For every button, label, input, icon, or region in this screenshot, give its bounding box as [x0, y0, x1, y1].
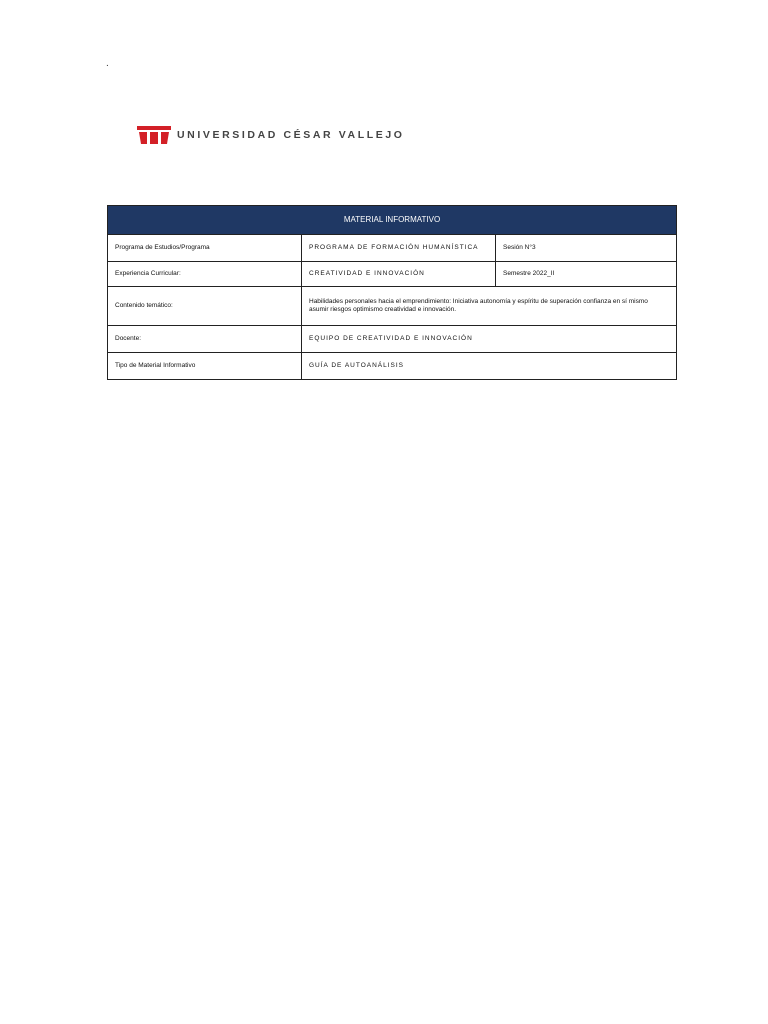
table-row — [108, 353, 677, 380]
university-logo — [137, 126, 405, 144]
table-title: MATERIAL INFORMATIVO — [108, 206, 677, 235]
row-value: PROGRAMA DE FORMACIÓN HUMANÍSTICA — [302, 235, 496, 262]
row-label: Programa de Estudios/Programa — [108, 235, 302, 262]
table-row — [108, 326, 677, 353]
row-label: Docente: — [108, 326, 302, 353]
row-label: Tipo de Material Informativo — [108, 353, 302, 380]
row-value: CREATIVIDAD E INNOVACIÓN — [302, 262, 496, 287]
page-mark: . — [106, 58, 109, 69]
row-value: EQUIPO DE CREATIVIDAD E INNOVACIÓN — [302, 326, 677, 353]
table-row — [108, 235, 677, 262]
material-info-table — [107, 205, 677, 380]
row-label: Contenido temático: — [108, 287, 302, 326]
row-value: Habilidades personales hacia el emprendimiento: Iniciativa autonomía y espíritu de superación confianza en sí mismo asumir riesgos optimismo creatividad e innovación. — [302, 287, 677, 326]
row-value: GUÍA DE AUTOANÁLISIS — [302, 353, 677, 380]
table-row — [108, 262, 677, 287]
row-extra: Semestre 2022_II — [496, 262, 677, 287]
row-label: Experiencia Curricular: — [108, 262, 302, 287]
row-extra: Sesión N°3 — [496, 235, 677, 262]
university-name: UNIVERSIDAD CÉSAR VALLEJO — [177, 129, 405, 141]
table-row — [108, 287, 677, 326]
ucv-logo-icon — [137, 126, 171, 144]
